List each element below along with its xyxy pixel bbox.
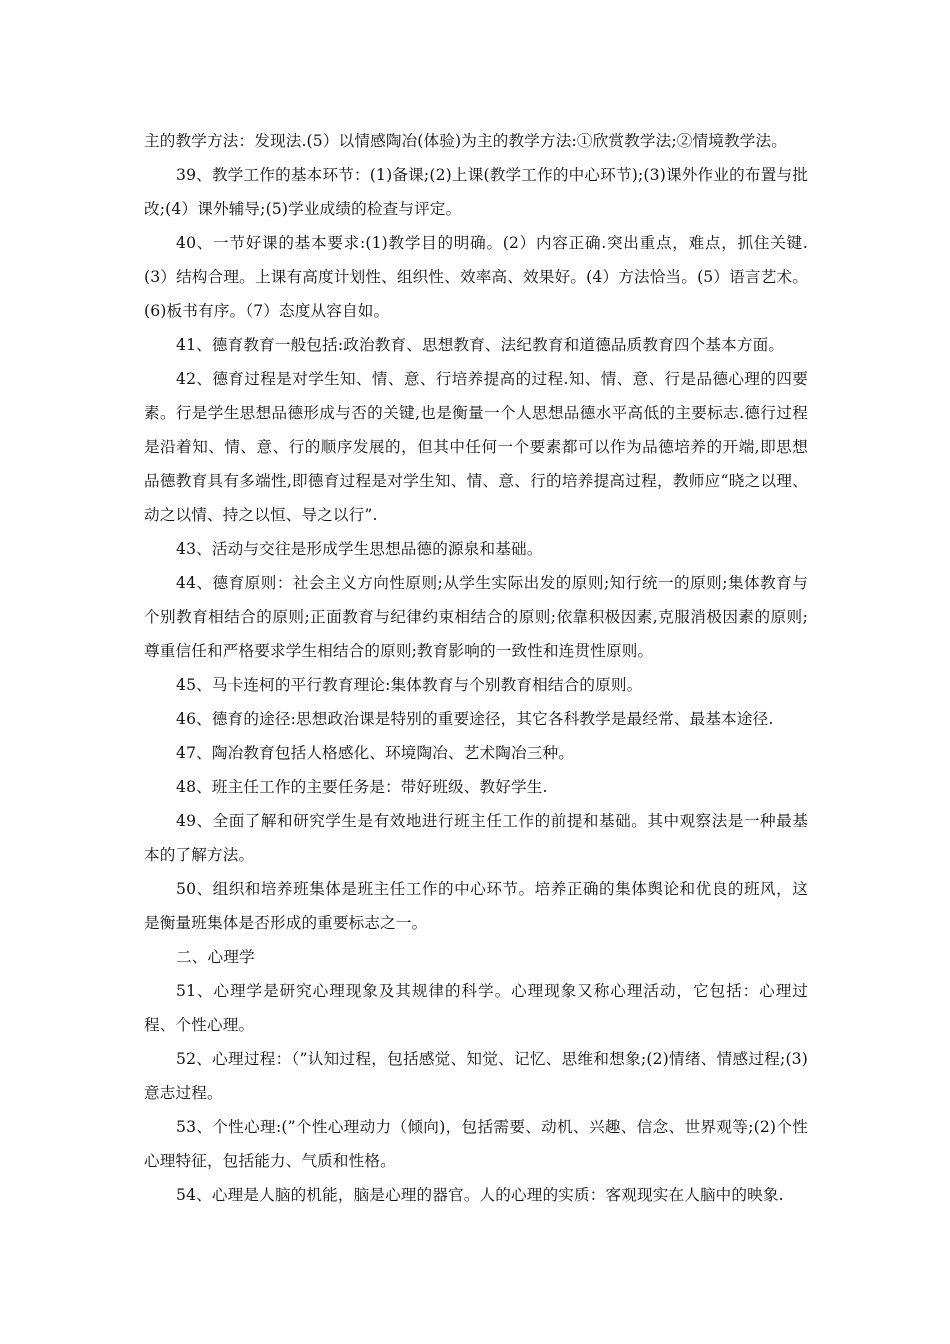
paragraph-53: 53、个性心理:(”个性心理动力（倾向)，包括需要、动机、兴趣、信念、世界观等;(2)个性心理特征，包括能力、气质和性格。 <box>144 1118 808 1170</box>
paragraph-46: 46、德育的途径:思想政治课是特别的重要途径，其它各科教学是最经常、最基本途径. <box>176 710 774 728</box>
paragraph-52: 52、心理过程：（”认知过程，包括感觉、知觉、记忆、思维和想象;(2)情绪、情感过程;(3)意志过程。 <box>144 1050 808 1102</box>
paragraph-54: 54、心理是人脑的机能，脑是心理的器官。人的心理的实质：客观现实在人脑中的映象. <box>176 1186 784 1204</box>
paragraph-45: 45、马卡连柯的平行教育理论:集体教育与个别教育相结合的原则。 <box>176 676 643 694</box>
paragraph-47: 47、陶冶教育包括人格感化、环境陶冶、艺术陶冶三种。 <box>176 744 574 762</box>
paragraph-39: 39、教学工作的基本环节：(1)备课;(2)上课(教学工作的中心环节);(3)课外作业的布置与批改;(4）课外辅导;(5)学业成绩的检查与评定。 <box>144 166 808 218</box>
paragraph-51: 51、心理学是研究心理现象及其规律的科学。心理现象又称心理活动，它包括：心理过程、个性心理。 <box>144 982 808 1034</box>
paragraph-49: 49、全面了解和研究学生是有效地进行班主任工作的前提和基础。其中观察法是一种最基本的了解方法。 <box>144 812 808 864</box>
document-body <box>144 124 808 1212</box>
paragraph-42: 42、德育过程是对学生知、情、意、行培养提高的过程.知、情、意、行是品德心理的四要素。行是学生思想品德形成与否的关键,也是衡量一个人思想品德水平高低的主要标志.德行过程是沿着知、情、意、行的顺序发展的，但其中任何一个要素都可以作为品德培养的开端,即思想品德教育具有多端性,即德育过程是对学生知、情、意、行的培养提高过程，教师应“晓之以理、动之以情、持之以恒、导之以行”. <box>144 370 808 524</box>
paragraph-44: 44、德育原则：社会主义方向性原则;从学生实际出发的原则;知行统一的原则;集体教育与个别教育相结合的原则;正面教育与纪律约束相结合的原则;依靠积极因素,克服消极因素的原则;尊重信任和严格要求学生相结合的原则;教育影响的一致性和连贯性原则。 <box>144 574 808 660</box>
paragraph-41: 41、德育教育一般包括:政治教育、思想教育、法纪教育和道德品质教育四个基本方面。 <box>176 336 785 354</box>
paragraph-48: 48、班主任工作的主要任务是：带好班级、教好学生. <box>176 778 548 796</box>
paragraph-43: 43、活动与交往是形成学生思想品德的源泉和基础。 <box>176 540 543 558</box>
paragraph-50: 50、组织和培养班集体是班主任工作的中心环节。培养正确的集体舆论和优良的班风，这是衡量班集体是否形成的重要标志之一。 <box>144 880 808 932</box>
paragraph-40: 40、一节好课的基本要求:(1)教学目的明确。(2）内容正确.突出重点，难点，抓住关键.(3）结构合理。上课有高度计划性、组织性、效率高、效果好。(4）方法恰当。(5）语言艺术。(6)板书有序。（7）态度从容自如。 <box>144 234 808 320</box>
paragraph-method-continuation: 主的教学方法：发现法.(5）以情感陶冶(体验)为主的教学方法:①欣赏教学法;②情境教学法。 <box>144 132 787 150</box>
section-heading-psychology: 二、心理学 <box>176 948 255 966</box>
